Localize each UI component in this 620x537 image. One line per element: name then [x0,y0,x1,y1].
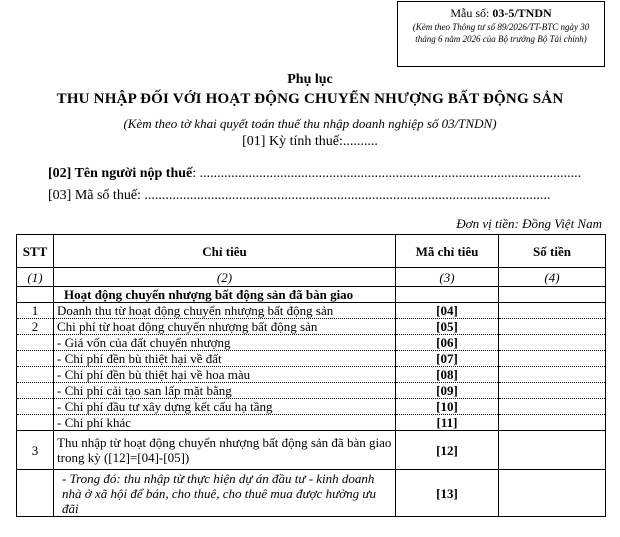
page-title: THU NHẬP ĐỐI VỚI HOẠT ĐỘNG CHUYỂN NHƯỢNG BẤT ĐỘNG SẢN [56,91,564,107]
col-number: (1) [17,268,54,287]
tax-period-field[interactable]: [01] Kỳ tính thuế:.......... [242,134,378,149]
amount-cell[interactable] [499,335,606,351]
row-label: - Chi phí đầu tư xây dựng kết cấu hạ tầng [54,399,396,415]
table-row [17,431,606,470]
table-header-row [17,235,606,268]
amount-cell[interactable] [499,367,606,383]
table-row [17,399,606,415]
table-cell [17,287,54,303]
col-header-stt: STT [17,235,54,268]
table-row [17,335,606,351]
column-number-row [17,268,606,287]
table-cell [499,287,606,303]
taxpayer-name-value[interactable]: : ............................................................................................................. [192,166,582,181]
row-label: - Chi phí đền bù thiệt hại về đất [54,351,396,367]
amount-cell[interactable] [499,431,606,470]
amount-cell[interactable] [499,351,606,367]
row-stt [17,399,54,415]
tax-code-label: [03] Mã số thuế [48,188,138,203]
row-label: - Giá vốn của đất chuyển nhượng [54,335,396,351]
row-stt [17,367,54,383]
tax-code-field[interactable] [48,188,550,204]
amount-cell[interactable] [499,470,606,517]
currency-unit: Đơn vị tiền: Đồng Việt Nam [456,216,602,231]
row-code: [08] [396,367,499,383]
col-number: (3) [396,268,499,287]
col-header-amount: Số tiền [499,235,606,268]
table-row [17,470,606,517]
row-code: [10] [396,399,499,415]
row-code: [05] [396,319,499,335]
row-label: - Chi phí đền bù thiệt hại về hoa màu [54,367,396,383]
row-code: [07] [396,351,499,367]
row-stt [17,335,54,351]
appendix-label: Phụ lục [287,72,333,87]
row-label: Doanh thu từ hoạt động chuyển nhượng bất động sản [54,303,396,319]
table-cell [396,287,499,303]
table-row [17,415,606,431]
col-number: (2) [54,268,396,287]
row-stt [17,470,54,517]
taxpayer-name-field[interactable] [48,166,581,182]
row-label: - Trong đó: thu nhập từ thực hiện dự án đầu tư - kinh doanh nhà ở xã hội để bán, cho thuê, cho thuê mua được hưởng ưu đãi [54,470,396,517]
row-code: [06] [396,335,499,351]
amount-cell[interactable] [499,319,606,335]
row-code: [09] [396,383,499,399]
row-stt: 1 [17,303,54,319]
row-code: [12] [396,431,499,470]
row-stt [17,351,54,367]
row-code: [04] [396,303,499,319]
table-row [17,319,606,335]
taxpayer-name-label: [02] Tên người nộp thuế [48,166,193,181]
table-row [17,383,606,399]
page-subtitle: (Kèm theo tờ khai quyết toán thuế thu nhập doanh nghiệp số 03/TNDN) [123,116,497,131]
form-number-value: 03-5/TNDN [492,6,552,20]
section-row [17,287,606,303]
form-number-label: Mẫu số: [450,6,493,20]
income-table [16,234,606,517]
amount-cell[interactable] [499,399,606,415]
row-label: - Chi phí cải tạo san lấp mặt bằng [54,383,396,399]
col-header-code: Mã chỉ tiêu [396,235,499,268]
row-stt [17,415,54,431]
table-row [17,303,606,319]
table-row [17,351,606,367]
section-title: Hoạt động chuyển nhượng bất động sản đã bàn giao [54,287,396,303]
row-code: [13] [396,470,499,517]
row-label: - Chi phí khác [54,415,396,431]
col-header-indicator: Chỉ tiêu [54,235,396,268]
row-label: Chi phí từ hoạt động chuyển nhượng bất động sản [54,319,396,335]
row-code: [11] [396,415,499,431]
row-stt [17,383,54,399]
row-stt: 3 [17,431,54,470]
amount-cell[interactable] [499,415,606,431]
tax-code-value[interactable]: : .................................................................................................................... [137,188,551,203]
row-label: Thu nhập từ hoạt động chuyển nhượng bất động sản đã bàn giao trong kỳ ([12]=[04]-[05]) [54,431,396,470]
row-stt: 2 [17,319,54,335]
table-row [17,367,606,383]
amount-cell[interactable] [499,303,606,319]
form-number [398,6,604,21]
form-number-box [397,1,605,67]
col-number: (4) [499,268,606,287]
form-legal-note: (Kèm theo Thông tư số 89/2026/TT-BTC ngày 30 tháng 6 năm 2026 của Bộ trưởng Bộ Tài chính) [412,22,590,44]
amount-cell[interactable] [499,383,606,399]
